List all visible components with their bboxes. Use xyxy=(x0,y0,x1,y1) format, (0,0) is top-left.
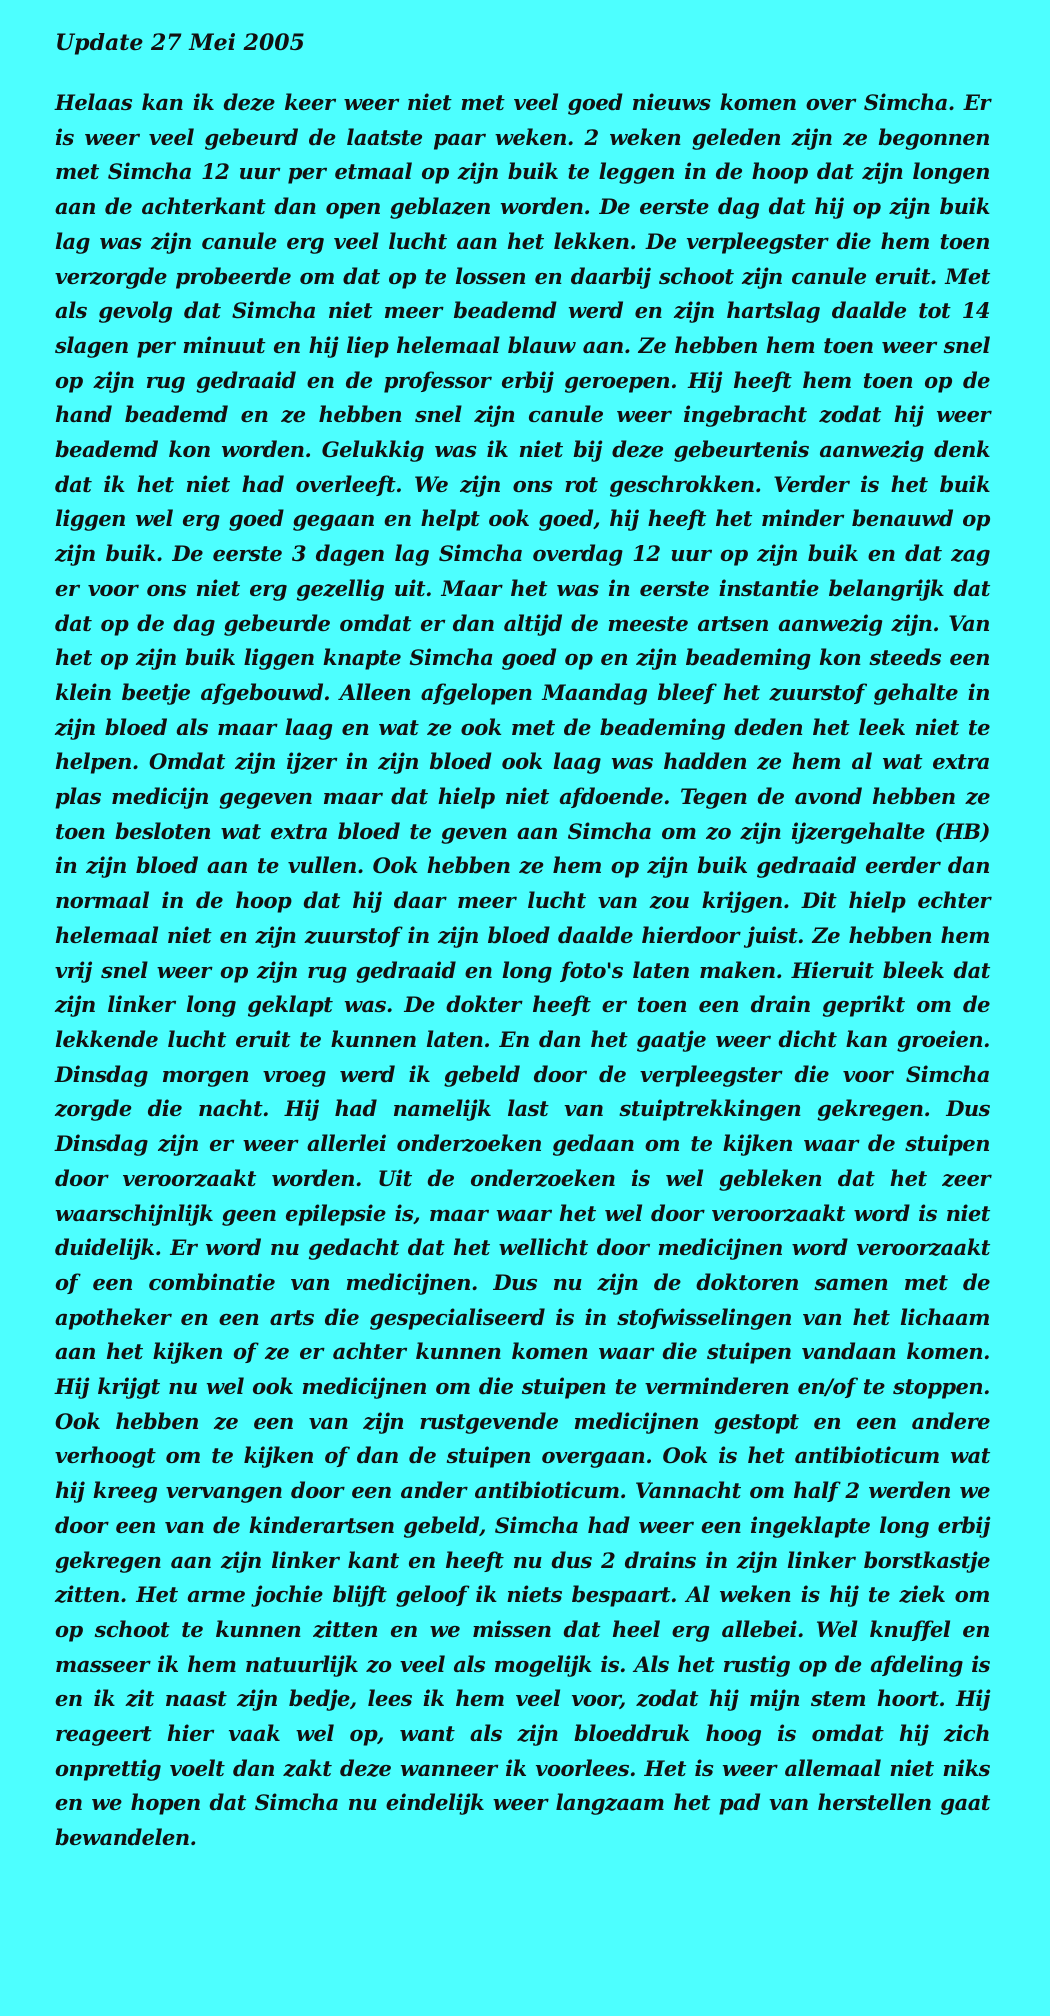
update-heading: Update 27 Mei 2005 xyxy=(55,30,305,56)
update-body-text: Helaas kan ik deze keer weer niet met veel goed nieuws komen over Simcha. Er is weer veel gebeurd de laatste paar weken. 2 weken geleden zijn ze begonnen met Simcha 12 uur per etmaal op zijn buik te leggen in de hoop dat zijn longen aan de achterkant dan open geblazen worden. De eerste dag dat hij op zijn buik lag was zijn canule erg veel lucht aan het lekken. De verpleegster die hem toen verzorgde probeerde om dat op te lossen en daarbij schoot zijn canule eruit. Met als gevolg dat Simcha niet meer beademd werd en zijn hartslag daalde tot 14 slagen per minuut en hij liep helemaal blauw aan. Ze hebben hem toen weer snel op zijn rug gedraaid en de professor erbij geroepen. Hij heeft hem toen op de hand beademd en ze hebben snel zijn canule weer ingebracht zodat hij weer beademd kon worden. Gelukkig was ik niet bij deze gebeurtenis aanwezig denk dat ik het niet had overleeft. We zijn ons rot geschrokken. Verder is het buik liggen wel erg goed gegaan en helpt ook goed, hij heeft het minder benauwd op zijn buik. De eerste 3 dagen lag Simcha overdag 12 uur op zijn buik en dat zag er voor ons niet erg gezellig uit. Maar het was in eerste instantie belangrijk dat dat op de dag gebeurde omdat er dan altijd de meeste artsen aanwezig zijn. Van het op zijn buik liggen knapte Simcha goed op en zijn beademing kon steeds een klein beetje afgebouwd. Alleen afgelopen Maandag bleef het zuurstof gehalte in zijn bloed als maar laag en wat ze ook met de beademing deden het leek niet te helpen. Omdat zijn ijzer in zijn bloed ook laag was hadden ze hem al wat extra plas medicijn gegeven maar dat hielp niet afdoende. Tegen de avond hebben ze toen besloten wat extra bloed te geven aan Simcha om zo zijn ijzergehalte (HB) in zijn bloed aan te vullen. Ook hebben ze hem op zijn buik gedraaid eerder dan normaal in de hoop dat hij daar meer lucht van zou krijgen. Dit hielp echter helemaal niet en zijn zuurstof in zijn bloed daalde hierdoor juist. Ze hebben hem vrij snel weer op zijn rug gedraaid en long foto's laten maken. Hieruit bleek dat zijn linker long geklapt was. De dokter heeft er toen een drain geprikt om de lekkende lucht eruit te kunnen laten. En dan het gaatje weer dicht kan groeien. Dinsdag morgen vroeg werd ik gebeld door de verpleegster die voor Simcha zorgde die nacht. Hij had namelijk last van stuiptrekkingen gekregen. Dus Dinsdag zijn er weer allerlei onderzoeken gedaan om te kijken waar de stuipen door veroorzaakt worden. Uit de onderzoeken is wel gebleken dat het zeer waarschijnlijk geen epilepsie is, maar waar het wel door veroorzaakt word is niet duidelijk. Er word nu gedacht dat het wellicht door medicijnen word veroorzaakt of een combinatie van medicijnen. Dus nu zijn de doktoren samen met de apotheker en een arts die gespecialiseerd is in stofwisselingen van het lichaam aan het kijken of ze er achter kunnen komen waar die stuipen vandaan komen. Hij krijgt nu wel ook medicijnen om die stuipen te verminderen en/of te stoppen. Ook hebben ze een van zijn rustgevende medicijnen gestopt en een andere verhoogt om te kijken of dan de stuipen overgaan. Ook is het antibioticum wat hij kreeg vervangen door een ander antibioticum. Vannacht om half 2 werden we door een van de kinderartsen gebeld, Simcha had weer een ingeklapte long erbij gekregen aan zijn linker kant en heeft nu dus 2 drains in zijn linker borstkastje zitten. Het arme jochie blijft geloof ik niets bespaart. Al weken is hij te ziek om op schoot te kunnen zitten en we missen dat heel erg allebei. Wel knuffel en masseer ik hem natuurlijk zo veel als mogelijk is. Als het rustig op de afdeling is en ik zit naast zijn bedje, lees ik hem veel voor, zodat hij mijn stem hoort. Hij reageert hier vaak wel op, want als zijn bloeddruk hoog is omdat hij zich onprettig voelt dan zakt deze wanneer ik voorlees. Het is weer allemaal niet niks en we hopen dat Simcha nu eindelijk weer langzaam het pad van herstellen gaat bewandelen. xyxy=(55,90,990,1851)
